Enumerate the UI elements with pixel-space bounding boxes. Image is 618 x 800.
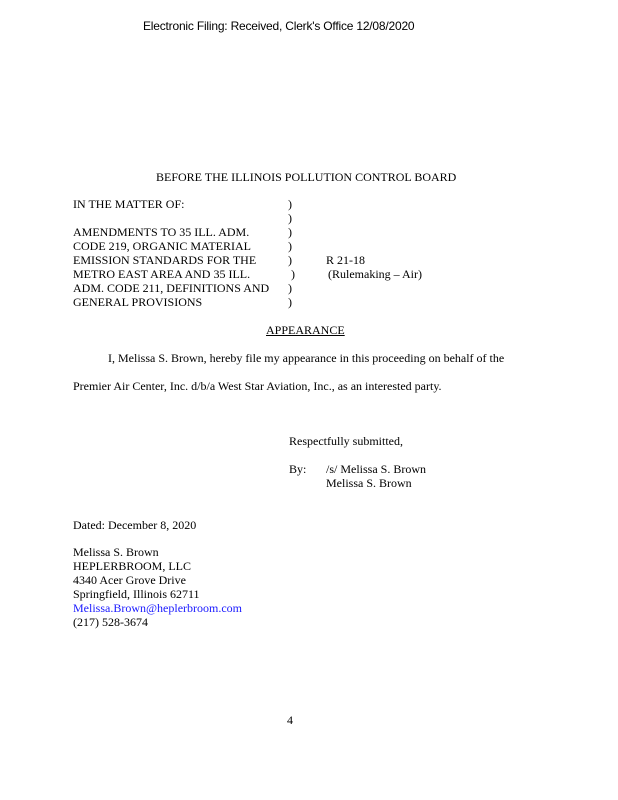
electronic-signature: /s/ Melissa S. Brown: [326, 462, 427, 476]
caption-line-6: GENERAL PROVISIONS: [73, 295, 203, 309]
caption-paren: ): [288, 253, 292, 267]
caption-paren: ): [291, 267, 295, 281]
caption-paren: ): [288, 225, 292, 239]
contact-city: Springfield, Illinois 62711: [73, 587, 200, 601]
electronic-filing-stamp: Electronic Filing: Received, Clerk's Office 12/08/2020: [143, 19, 415, 33]
contact-name: Melissa S. Brown: [73, 545, 159, 559]
contact-street: 4340 Acer Grove Drive: [73, 573, 186, 587]
case-type: (Rulemaking – Air): [328, 267, 422, 281]
caption-paren: ): [288, 281, 292, 295]
body-line-1: I, Melissa S. Brown, hereby file my appearance in this proceeding on behalf of the: [108, 351, 505, 365]
appearance-heading: APPEARANCE: [266, 323, 345, 337]
date-line: Dated: December 8, 2020: [73, 518, 197, 532]
page-number: 4: [287, 713, 293, 727]
caption-line-5: ADM. CODE 211, DEFINITIONS AND: [73, 281, 270, 295]
body-line-2: Premier Air Center, Inc. d/b/a West Star Aviation, Inc., as an interested party.: [73, 379, 442, 393]
caption-paren: ): [288, 197, 292, 211]
contact-email-link[interactable]: Melissa.Brown@heplerbroom.com: [73, 601, 243, 615]
contact-phone: (217) 528-3674: [73, 615, 148, 629]
signer-name: Melissa S. Brown: [326, 476, 412, 490]
case-number: R 21-18: [326, 253, 365, 267]
caption-line-4: METRO EAST AREA AND 35 ILL.: [73, 267, 251, 281]
by-label: By:: [289, 462, 307, 476]
caption-paren: ): [288, 239, 292, 253]
board-title: BEFORE THE ILLINOIS POLLUTION CONTROL BOARD: [156, 170, 457, 184]
caption-paren: ): [288, 295, 292, 309]
closing: Respectfully submitted,: [289, 434, 403, 448]
caption-line-1: AMENDMENTS TO 35 ILL. ADM.: [73, 225, 250, 239]
matter-label: IN THE MATTER OF:: [73, 197, 185, 211]
caption-line-3: EMISSION STANDARDS FOR THE: [73, 253, 257, 267]
contact-firm: HEPLERBROOM, LLC: [73, 559, 192, 573]
caption-paren: ): [288, 211, 292, 225]
caption-line-2: CODE 219, ORGANIC MATERIAL: [73, 239, 251, 253]
